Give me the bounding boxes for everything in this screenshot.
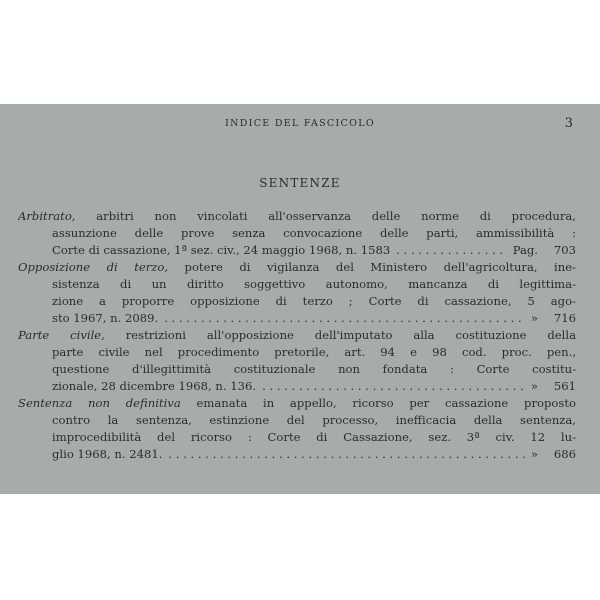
entry-text: improcedibilità del ricorso : Corte di Cassazione, sez. 3ª civ. 12 lu-	[52, 430, 576, 444]
entry-line	[18, 361, 576, 378]
ref-prefix: »	[530, 447, 538, 461]
entry-text: contro la sentenza, estinzione del processo, inefficacia della sentenza,	[52, 413, 576, 427]
entry-term: Opposizione di terzo,	[18, 260, 169, 274]
entry-line	[18, 327, 576, 344]
page-number: 3	[564, 116, 573, 131]
ref-prefix: Pag.	[512, 243, 538, 257]
entry-line	[18, 344, 576, 361]
ref-page: 703	[553, 243, 576, 257]
page-reference	[531, 378, 576, 395]
leader-dots	[396, 242, 506, 259]
index-entries	[18, 208, 576, 463]
leader-dots	[164, 310, 525, 327]
entry-text: arbitri non vincolati all'osservanza delle norme di procedura,	[75, 209, 576, 223]
index-entry	[18, 395, 576, 463]
entry-term: Parte civile,	[18, 328, 105, 342]
entry-line	[18, 259, 576, 276]
entry-line	[18, 395, 576, 412]
entry-text: assunzione delle prove senza convocazione delle parti, ammissibilità :	[52, 226, 576, 240]
entry-text: potere di vigilanza del Ministero dell'agricoltura, ine-	[168, 260, 576, 274]
entry-line	[18, 242, 576, 259]
section-title: SENTENZE	[259, 176, 341, 190]
entry-line	[18, 225, 576, 242]
entry-text: emanata in appello, ricorso per cassazione proposto	[180, 396, 576, 410]
entry-term: Arbitrato,	[18, 209, 76, 223]
ref-prefix: »	[530, 379, 538, 393]
book-page	[0, 104, 600, 494]
index-entry	[18, 259, 576, 327]
entry-text: Corte di cassazione, 1ª sez. civ., 24 maggio 1968, n. 1583	[52, 243, 391, 257]
entry-text: zione a proporre opposizione di terzo ; Corte di cassazione, 5 ago-	[52, 294, 576, 308]
entry-line	[18, 208, 576, 225]
page-header	[0, 118, 600, 134]
entry-line	[18, 446, 576, 463]
entry-text: zionale, 28 dicembre 1968, n. 136.	[52, 379, 257, 393]
leader-dots	[262, 378, 525, 395]
entry-text: glio 1968, n. 2481.	[52, 447, 163, 461]
index-entry	[18, 208, 576, 259]
ref-page: 561	[553, 379, 576, 393]
entry-text: sistenza di un diritto soggettivo autonomo, mancanza di legittima-	[52, 277, 576, 291]
leader-dots	[168, 446, 524, 463]
ref-page: 686	[553, 447, 576, 461]
ref-prefix: »	[530, 311, 538, 325]
ref-page: 716	[553, 311, 576, 325]
entry-text: sto 1967, n. 2089.	[52, 311, 159, 325]
index-entry	[18, 327, 576, 395]
page-reference	[513, 242, 576, 259]
entry-line	[18, 310, 576, 327]
entry-text: restrizioni all'opposizione dell'imputato alla costituzione della	[104, 328, 576, 342]
entry-line	[18, 378, 576, 395]
page-reference	[531, 446, 576, 463]
entry-line	[18, 293, 576, 310]
page-reference	[531, 310, 576, 327]
entry-line	[18, 276, 576, 293]
entry-term: Sentenza non definitiva	[18, 396, 181, 410]
running-title: INDICE DEL FASCICOLO	[225, 118, 375, 129]
entry-line	[18, 412, 576, 429]
entry-line	[18, 429, 576, 446]
entry-text: parte civile nel procedimento pretorile, art. 94 e 98 cod. proc. pen.,	[52, 345, 576, 359]
entry-text: questione d'illegittimità costituzionale non fondata : Corte costitu-	[52, 362, 576, 376]
